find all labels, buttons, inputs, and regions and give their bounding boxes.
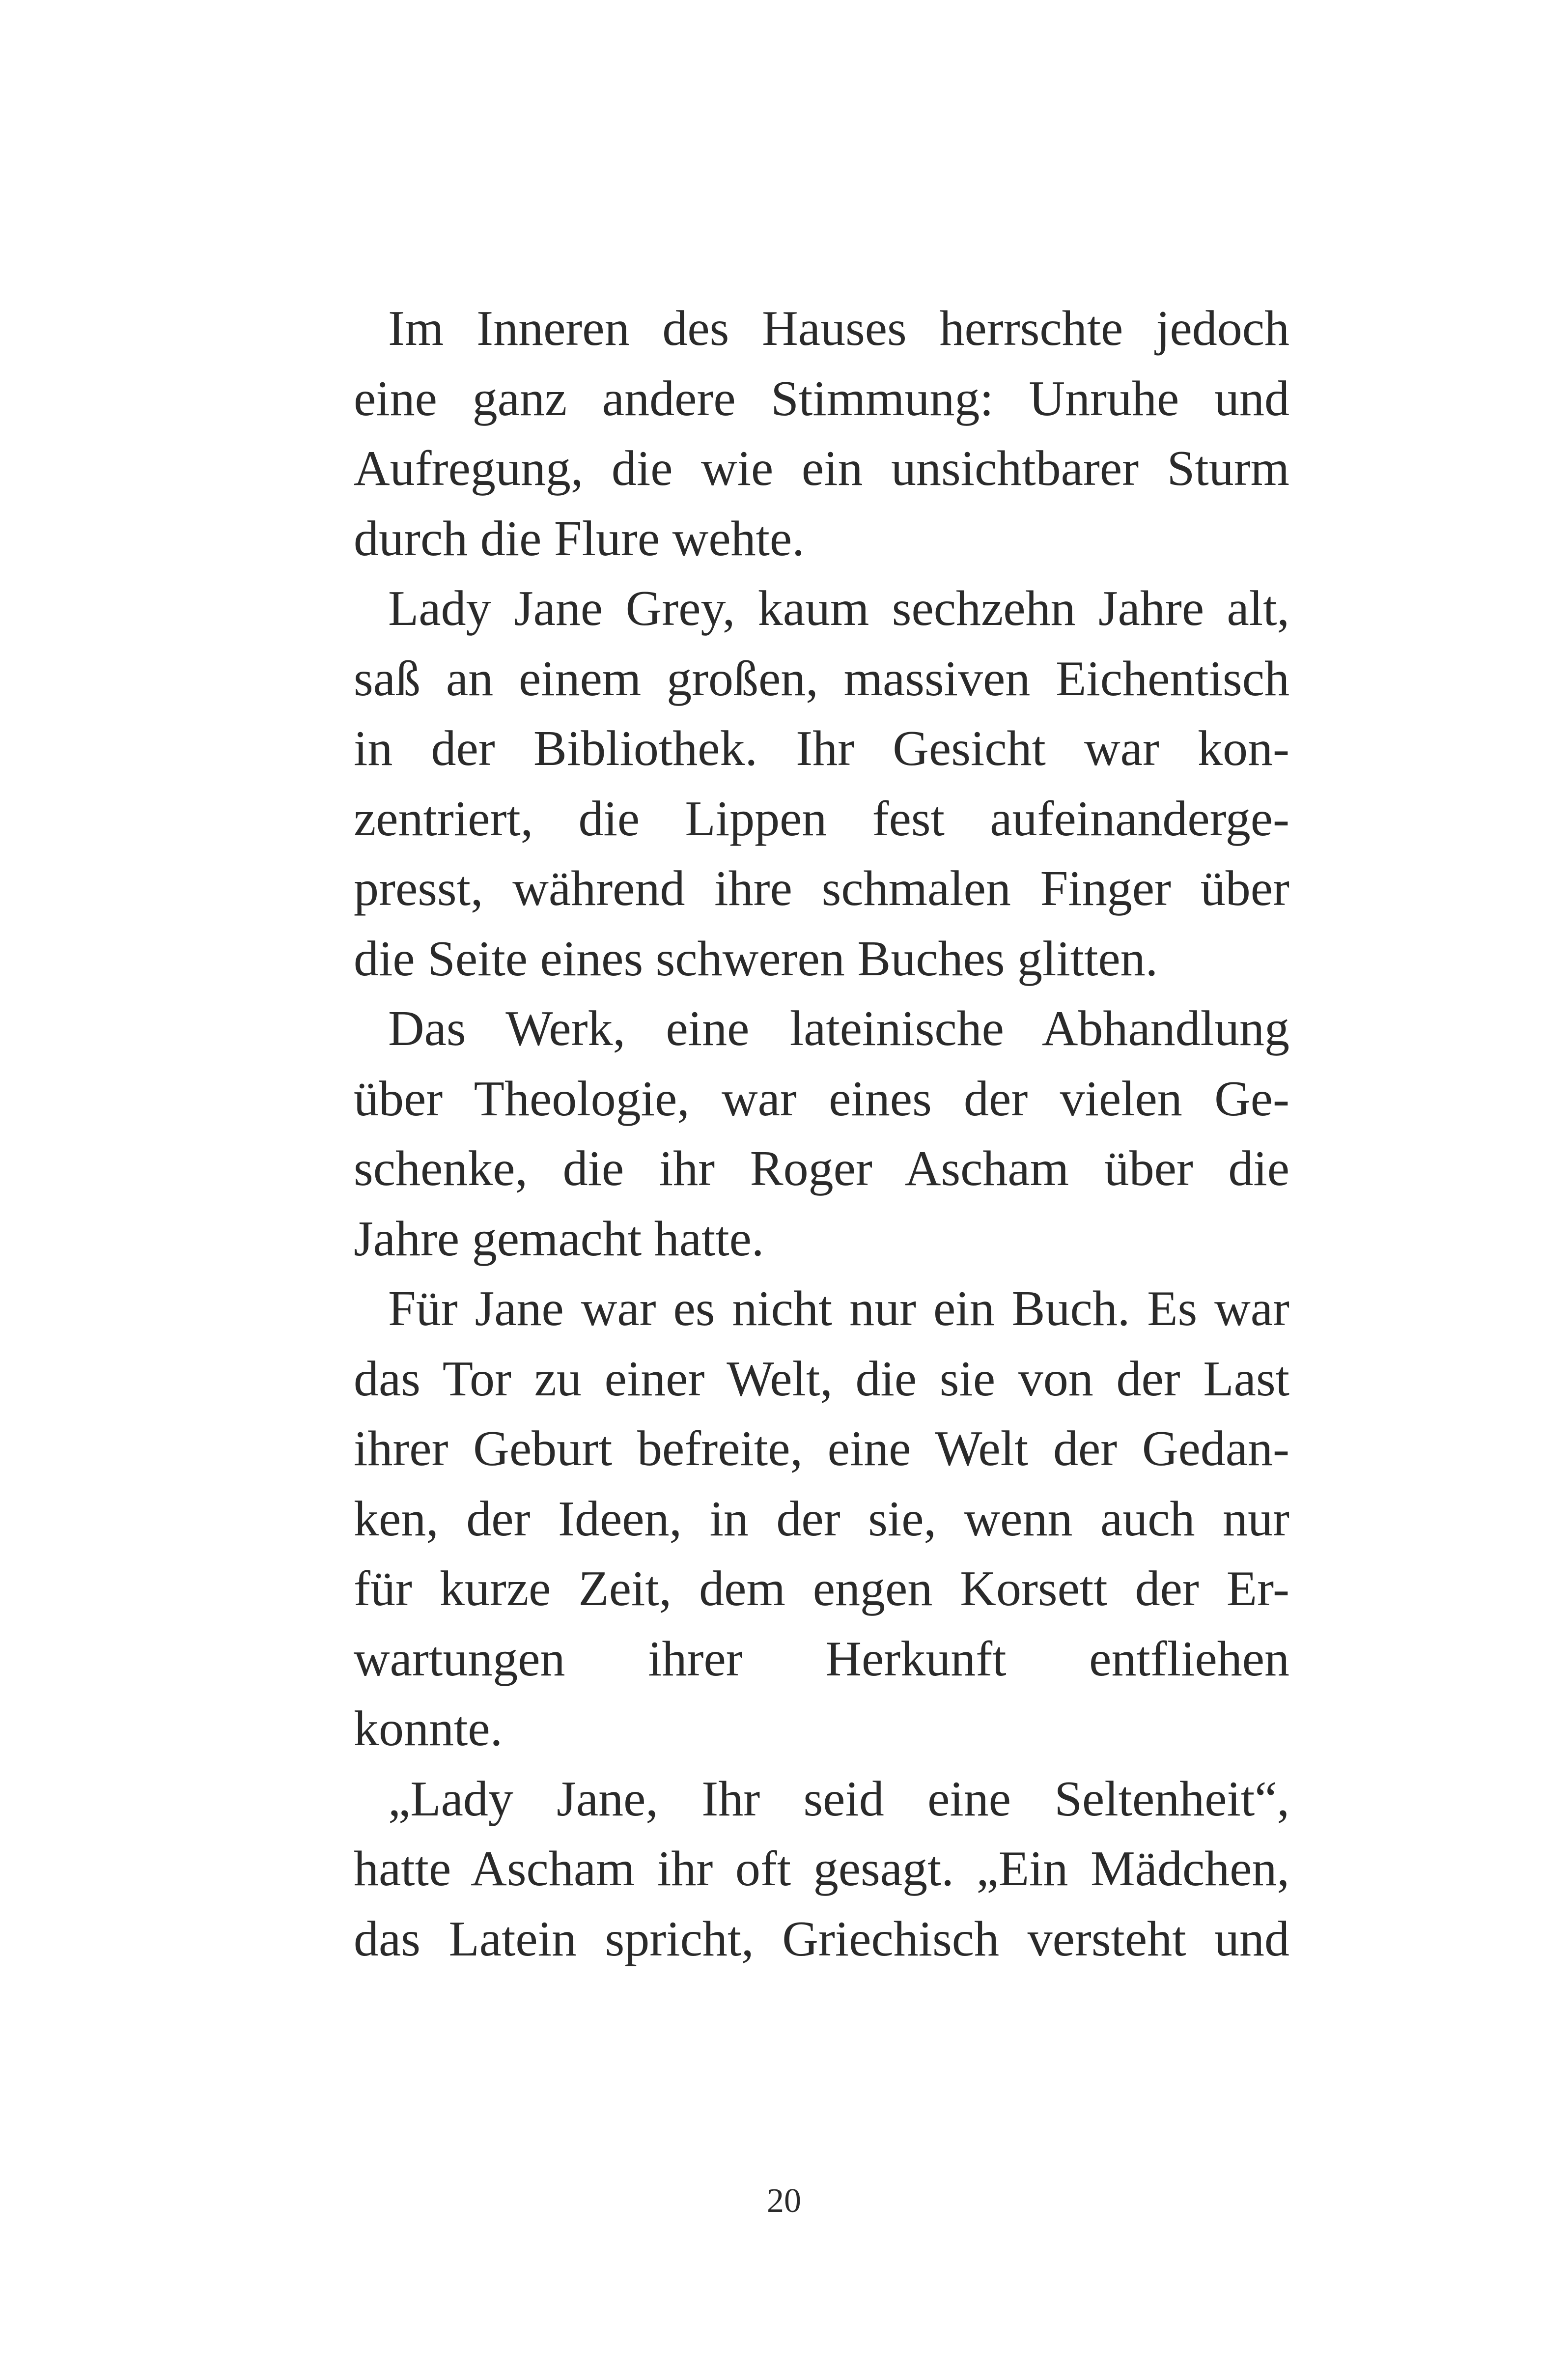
paragraph (354, 1764, 1289, 1975)
paragraph (354, 294, 1289, 574)
text-line: eine ganz andere Stimmung: Unruhe und (354, 370, 1289, 426)
text-line: schenke, die ihr Roger Ascham über die (354, 1141, 1289, 1196)
text-line: das Tor zu einer Welt, die sie von der Last (354, 1351, 1289, 1407)
text-line: hatte Ascham ihr oft gesagt. „Ein Mädchen, (354, 1841, 1289, 1897)
text-line: die Seite eines schweren Buches glitten. (354, 931, 1158, 987)
text-line: in der Bibliothek. Ihr Gesicht war kon- (354, 721, 1289, 776)
text-line: Lady Jane Grey, kaum sechzehn Jahre alt, (388, 581, 1289, 636)
page-number: 20 (767, 2182, 801, 2220)
text-line: „Lady Jane, Ihr seid eine Seltenheit“, (388, 1771, 1289, 1827)
text-line: Aufregung, die wie ein unsichtbarer Sturm (354, 441, 1289, 496)
text-line: ihrer Geburt befreite, eine Welt der Gedan- (354, 1421, 1289, 1476)
text-line: Das Werk, eine lateinische Abhandlung (388, 1001, 1289, 1056)
text-line: saß an einem großen, massiven Eichentisch (354, 651, 1289, 707)
text-line: für kurze Zeit, dem engen Korsett der Er- (354, 1561, 1289, 1616)
text-line: das Latein spricht, Griechisch versteht und (354, 1911, 1289, 1967)
text-line: über Theologie, war eines der vielen Ge- (354, 1071, 1289, 1127)
paragraph (354, 1274, 1289, 1764)
text-line: durch die Flure wehte. (354, 510, 805, 566)
paragraph (354, 574, 1289, 994)
paragraph (354, 994, 1289, 1274)
text-line: wartungen ihrer Herkunft entfliehen (354, 1631, 1289, 1687)
body-text (354, 294, 1289, 1974)
text-line: Jahre gemacht hatte. (354, 1211, 764, 1267)
text-line: konnte. (354, 1701, 503, 1756)
text-line: Für Jane war es nicht nur ein Buch. Es war (388, 1281, 1289, 1336)
text-line: presst, während ihre schmalen Finger über (354, 861, 1289, 916)
text-line: zentriert, die Lippen fest aufeinanderge- (354, 791, 1289, 847)
text-line: Im Inneren des Hauses herrschte jedoch (388, 301, 1289, 356)
text-line: ken, der Ideen, in der sie, wenn auch nur (354, 1491, 1289, 1547)
